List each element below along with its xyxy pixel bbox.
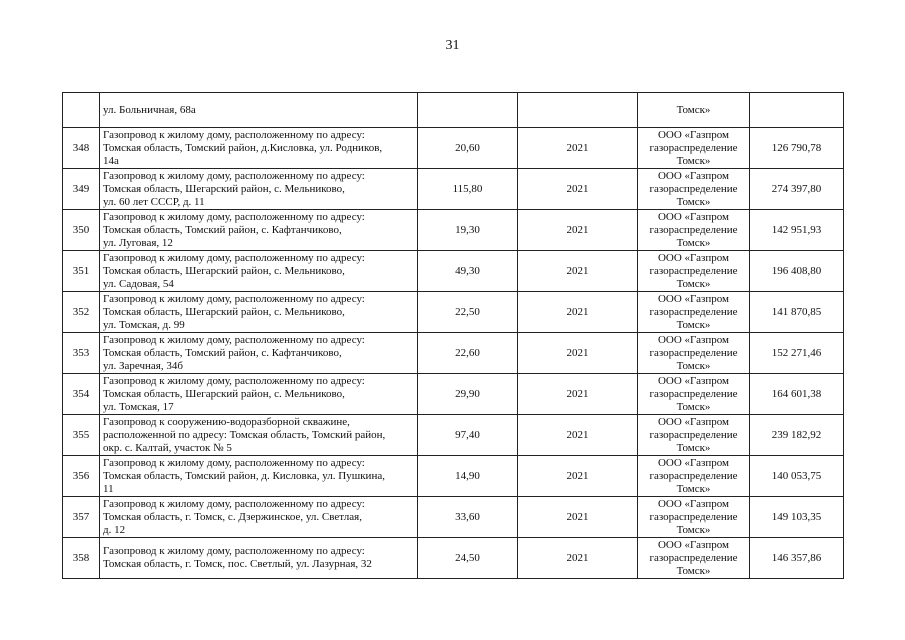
cost-cell: 164 601,38: [750, 374, 844, 415]
organization-cell-line: ООО «Газпром: [657, 210, 730, 223]
cost-cell: 149 103,35: [750, 497, 844, 538]
description-cell: [100, 210, 418, 251]
description-cell-line: ул. Садовая, 54: [103, 277, 174, 290]
row-number-cell: 350: [63, 210, 100, 251]
organization-cell: [638, 251, 750, 292]
cost-cell: 140 053,75: [750, 456, 844, 497]
description-cell-line: ул. Луговая, 12: [103, 236, 173, 249]
description-cell-line: ул. Томская, д. 99: [103, 318, 185, 331]
organization-cell: [638, 415, 750, 456]
continued-row: [63, 93, 844, 128]
table-row: [63, 415, 844, 456]
row-number-cell: 349: [63, 169, 100, 210]
organization-cell-line: Томск»: [676, 359, 711, 372]
description-cell-line: Газопровод к жилому дому, расположенному по адресу:: [103, 497, 365, 510]
row-number-cell: 351: [63, 251, 100, 292]
description-cell-line: Томская область, Шегарский район, с. Мельниково,: [103, 182, 345, 195]
row-number-cell: 353: [63, 333, 100, 374]
row-number-cell: 356: [63, 456, 100, 497]
description-cell-line: Томская область, г. Томск, пос. Светлый, ул. Лазурная, 32: [103, 558, 372, 570]
length-cell: 14,90: [418, 456, 518, 497]
length-cell: 22,60: [418, 333, 518, 374]
organization-cell-line: Томск»: [676, 154, 711, 167]
description-cell-line: 11: [103, 482, 114, 495]
description-cell-line: Газопровод к жилому дому, расположенному по адресу:: [103, 169, 365, 182]
organization-cell-line: газораспределение: [649, 305, 738, 318]
organization-cell: [638, 333, 750, 374]
organization-cell-line: ООО «Газпром: [657, 333, 730, 346]
year-cell: 2021: [518, 456, 638, 497]
organization-cell-line: ООО «Газпром: [657, 456, 730, 469]
organization-cell-line: ООО «Газпром: [657, 251, 730, 264]
organization-cell-line: газораспределение: [649, 223, 738, 236]
organization-cell-line: ООО «Газпром: [657, 538, 730, 551]
organization-cell: [638, 292, 750, 333]
year-cell: 2021: [518, 128, 638, 169]
organization-cell-line: ООО «Газпром: [657, 292, 730, 305]
organization-cell: [638, 169, 750, 210]
description-cell: ул. Больничная, 68а: [100, 93, 418, 128]
row-number-cell: 357: [63, 497, 100, 538]
year-cell: 2021: [518, 538, 638, 579]
organization-cell-line: газораспределение: [649, 346, 738, 359]
description-cell-line: ул. Томская, 17: [103, 400, 174, 413]
year-cell: 2021: [518, 169, 638, 210]
page-number: 31: [445, 38, 460, 53]
organization-cell: [638, 456, 750, 497]
organization-cell-line: газораспределение: [649, 428, 738, 441]
registry-table: [62, 92, 844, 579]
organization-cell-line: ООО «Газпром: [657, 169, 730, 182]
description-cell-line: Томская область, Шегарский район, с. Мельниково,: [103, 264, 345, 277]
cost-cell: 142 951,93: [750, 210, 844, 251]
description-cell-line: 14а: [103, 154, 119, 167]
description-cell: [100, 333, 418, 374]
description-cell: [100, 497, 418, 538]
description-cell: [100, 169, 418, 210]
organization-cell-line: ООО «Газпром: [657, 128, 730, 141]
length-cell: 19,30: [418, 210, 518, 251]
length-cell: 33,60: [418, 497, 518, 538]
description-cell-line: Газопровод к жилому дому, расположенному по адресу:: [103, 210, 365, 223]
description-cell-line: Томская область, Томский район, с. Кафтанчиково,: [103, 346, 342, 359]
organization-cell: [638, 128, 750, 169]
length-cell: 97,40: [418, 415, 518, 456]
organization-cell-line: ООО «Газпром: [657, 374, 730, 387]
cost-cell: 196 408,80: [750, 251, 844, 292]
description-cell: [100, 538, 418, 579]
description-cell: [100, 374, 418, 415]
row-number-cell: 354: [63, 374, 100, 415]
length-cell: 20,60: [418, 128, 518, 169]
organization-cell: Томск»: [638, 93, 750, 128]
table-row: [63, 251, 844, 292]
description-cell: [100, 251, 418, 292]
length-cell: 49,30: [418, 251, 518, 292]
description-cell-line: ул. Заречная, 34б: [103, 359, 183, 372]
year-cell: 2021: [518, 292, 638, 333]
description-cell-line: Газопровод к жилому дому, расположенному по адресу:: [103, 374, 365, 387]
description-cell-line: Газопровод к жилому дому, расположенному по адресу:: [103, 545, 365, 557]
description-cell-line: д. 12: [103, 523, 126, 536]
organization-cell-line: Томск»: [676, 236, 711, 249]
description-cell-line: окр. с. Калтай, участок № 5: [103, 441, 232, 454]
cost-cell: 152 271,46: [750, 333, 844, 374]
table-row: [63, 497, 844, 538]
organization-cell-line: ООО «Газпром: [657, 415, 730, 428]
description-cell-line: Газопровод к жилому дому, расположенному по адресу:: [103, 292, 365, 305]
organization-cell-line: ООО «Газпром: [657, 497, 730, 510]
row-number-cell: 355: [63, 415, 100, 456]
row-number-cell: 348: [63, 128, 100, 169]
description-cell-line: расположенной по адресу: Томская область, Томский район,: [103, 428, 386, 441]
year-cell: 2021: [518, 333, 638, 374]
table-row: [63, 456, 844, 497]
row-number-cell: 358: [63, 538, 100, 579]
organization-cell-line: газораспределение: [649, 551, 738, 564]
organization-cell: [638, 497, 750, 538]
year-cell: 2021: [518, 210, 638, 251]
length-cell: 115,80: [418, 169, 518, 210]
organization-cell-line: Томск»: [676, 318, 711, 331]
cost-cell: 239 182,92: [750, 415, 844, 456]
description-cell: [100, 128, 418, 169]
organization-cell-line: газораспределение: [649, 264, 738, 277]
row-number-cell: [63, 93, 100, 128]
description-cell-line: Газопровод к жилому дому, расположенному по адресу:: [103, 333, 365, 346]
description-cell: [100, 292, 418, 333]
length-cell: 22,50: [418, 292, 518, 333]
table-row: [63, 538, 844, 579]
organization-cell: [638, 210, 750, 251]
length-cell: 24,50: [418, 538, 518, 579]
length-cell: [418, 93, 518, 128]
cost-cell: 126 790,78: [750, 128, 844, 169]
table-row: [63, 169, 844, 210]
cost-cell: 141 870,85: [750, 292, 844, 333]
year-cell: [518, 93, 638, 128]
organization-cell-line: Томск»: [676, 523, 711, 536]
description-cell: [100, 456, 418, 497]
description-cell-line: Газопровод к жилому дому, расположенному по адресу:: [103, 128, 365, 141]
table-row: [63, 128, 844, 169]
table-row: [63, 374, 844, 415]
description-cell-line: ул. 60 лет СССР, д. 11: [103, 195, 205, 208]
table-row: [63, 292, 844, 333]
cost-cell: [750, 93, 844, 128]
table-row: [63, 333, 844, 374]
description-cell-line: Томская область, Томский район, д.Кисловка, ул. Родников,: [103, 141, 383, 154]
year-cell: 2021: [518, 374, 638, 415]
organization-cell-line: Томск»: [676, 195, 711, 208]
organization-cell-line: газораспределение: [649, 182, 738, 195]
organization-cell: [638, 374, 750, 415]
description-cell: [100, 415, 418, 456]
length-cell: 29,90: [418, 374, 518, 415]
organization-cell-line: газораспределение: [649, 469, 738, 482]
organization-cell-line: газораспределение: [649, 510, 738, 523]
organization-cell-line: Томск»: [676, 277, 711, 290]
organization-cell-line: Томск»: [676, 400, 711, 413]
description-cell-line: Томская область, Шегарский район, с. Мельниково,: [103, 305, 345, 318]
row-number-cell: 352: [63, 292, 100, 333]
year-cell: 2021: [518, 497, 638, 538]
organization-cell-line: газораспределение: [649, 387, 738, 400]
table-row: [63, 210, 844, 251]
description-cell-line: Томская область, Томский район, с. Кафтанчиково,: [103, 223, 342, 236]
organization-cell: [638, 538, 750, 579]
description-cell-line: Газопровод к жилому дому, расположенному по адресу:: [103, 251, 365, 264]
description-cell-line: Томская область, Шегарский район, с. Мельниково,: [103, 387, 345, 400]
organization-cell-line: Томск»: [676, 564, 711, 577]
description-cell-line: Газопровод к сооружению-водоразборной скважине,: [103, 415, 350, 428]
description-cell-line: Томская область, Томский район, д. Кисловка, ул. Пушкина,: [103, 469, 385, 482]
description-cell-line: Томская область, г. Томск, с. Дзержинское, ул. Светлая,: [103, 510, 362, 523]
year-cell: 2021: [518, 251, 638, 292]
year-cell: 2021: [518, 415, 638, 456]
cost-cell: 274 397,80: [750, 169, 844, 210]
organization-cell-line: Томск»: [676, 441, 711, 454]
description-cell-line: Газопровод к жилому дому, расположенному по адресу:: [103, 456, 365, 469]
organization-cell-line: газораспределение: [649, 141, 738, 154]
cost-cell: 146 357,86: [750, 538, 844, 579]
organization-cell-line: Томск»: [676, 482, 711, 495]
